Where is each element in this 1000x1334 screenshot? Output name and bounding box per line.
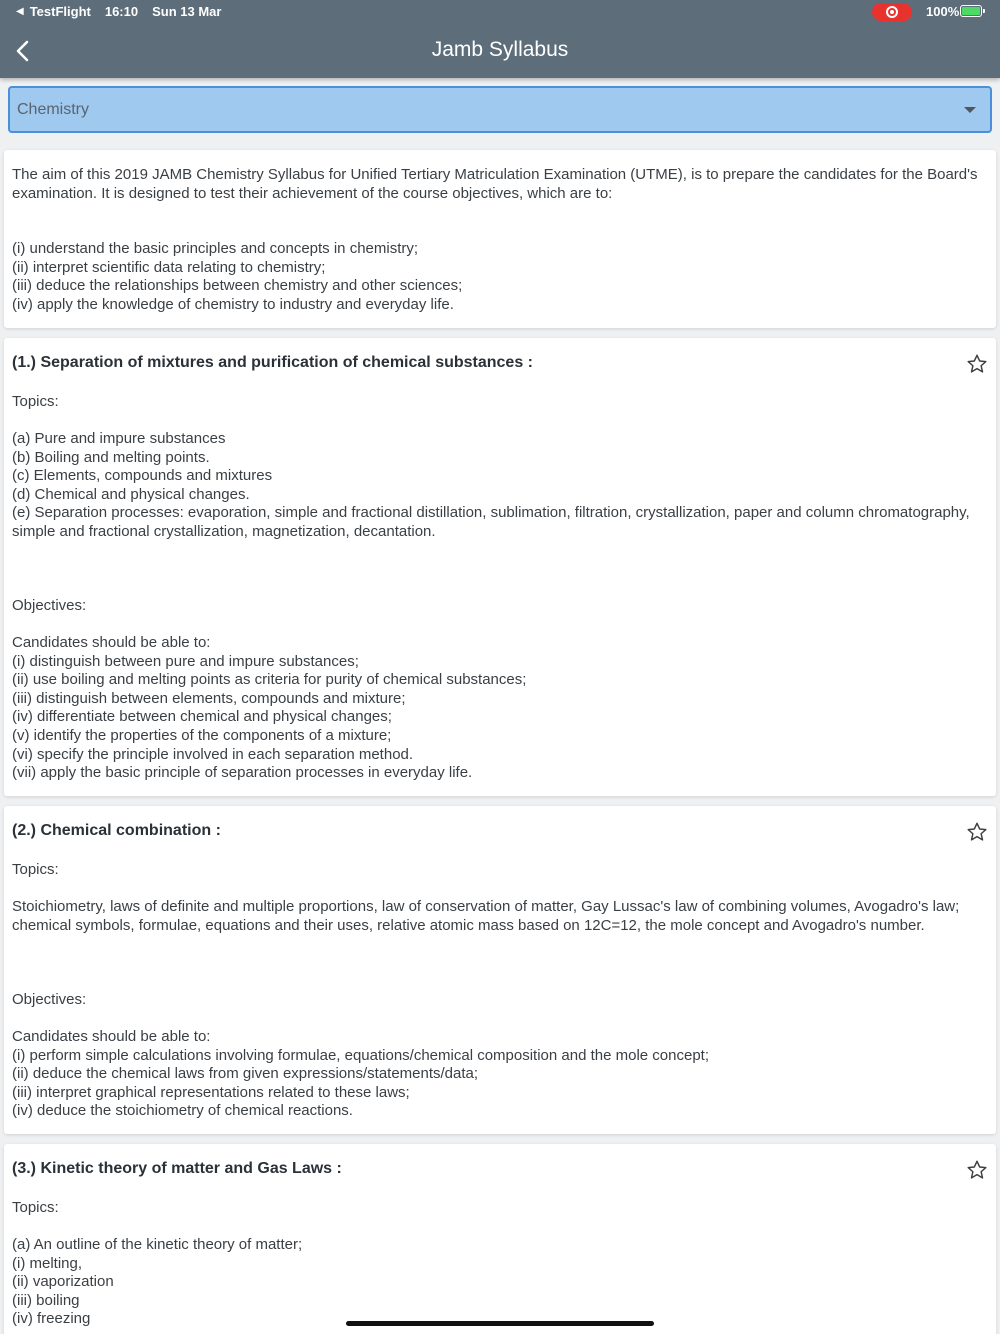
objective-item: (vii) apply the basic principle of separation processes in everyday life. [12, 764, 473, 782]
section-title: (2.) Chemical combination : [12, 822, 221, 839]
star-icon[interactable] [966, 1159, 988, 1181]
objective-item: (i) distinguish between pure and impure substances; [12, 652, 359, 670]
topic-item: (c) Elements, compounds and mixtures [12, 467, 273, 485]
intro-item: (iii) deduce the relationships between chemistry and other sciences; [12, 277, 463, 295]
page-title: Jamb Syllabus [431, 38, 569, 61]
objective-item: (iv) differentiate between chemical and physical changes; [12, 708, 392, 726]
topic-item: (b) Boiling and melting points. [12, 448, 210, 466]
star-icon[interactable] [966, 821, 988, 843]
status-bar [0, 0, 1000, 24]
screen-recording-icon[interactable] [872, 3, 912, 21]
caret-down-icon [964, 107, 976, 113]
intro-paragraph: The aim of this 2019 JAMB Chemistry Syllabus for Unified Tertiary Matriculation Examination (UTME), is to prepare the candidates for the Board's examination. It is designed to test their achievement of the course objectives, which are to: [12, 166, 978, 202]
home-indicator[interactable] [346, 1321, 654, 1326]
objective-item: Candidates should be able to: [12, 634, 211, 651]
section-card [4, 1144, 996, 1334]
topic-item: Stoichiometry, laws of definite and multiple proportions, law of conservation of matter, Gay Lussac's law of combining volumes, Avogadro's law; [12, 898, 960, 915]
subject-selected-value: Chemistry [17, 101, 90, 118]
intro-item: (iv) apply the knowledge of chemistry to industry and everyday life. [12, 295, 454, 313]
intro-item: (ii) interpret scientific data relating to chemistry; [12, 258, 326, 276]
section-card [4, 806, 996, 1134]
topic-item: (a) Pure and impure substances [12, 430, 226, 447]
intro-item: (i) understand the basic principles and concepts in chemistry; [12, 240, 419, 258]
navigation-bar [0, 0, 1000, 78]
section-title: (3.) Kinetic theory of matter and Gas Laws : [12, 1160, 342, 1177]
topic-item: (e) Separation processes: evaporation, simple and fractional distillation, sublimation, filtration, crystallization, paper and column chromatography, [12, 504, 970, 522]
section-card [4, 338, 996, 796]
topic-item: (d) Chemical and physical changes. [12, 485, 250, 503]
back-to-app-icon[interactable]: ◀ [16, 6, 24, 17]
battery-icon [960, 5, 982, 17]
topic-item: (a) An outline of the kinetic theory of matter; [12, 1236, 303, 1253]
topics-label: Topics: [12, 1199, 59, 1216]
topics-label: Topics: [12, 861, 59, 878]
status-date: Sun 13 Mar [152, 4, 222, 19]
objective-item: Candidates should be able to: [12, 1028, 211, 1045]
section-title: (1.) Separation of mixtures and purification of chemical substances : [12, 354, 533, 371]
star-icon[interactable] [966, 353, 988, 375]
objective-item: (ii) use boiling and melting points as criteria for purity of chemical substances; [12, 671, 527, 689]
topic-item: (iii) boiling [12, 1291, 80, 1309]
topic-item: simple and fractional crystallization, magnetization, decantation. [12, 522, 436, 540]
objective-item: (iii) interpret graphical representations related to these laws; [12, 1083, 410, 1101]
back-app-label[interactable]: TestFlight [29, 4, 91, 19]
status-time: 16:10 [104, 4, 139, 19]
topic-item: (iv) freezing [12, 1310, 91, 1328]
objective-item: (iii) distinguish between elements, compounds and mixture; [12, 689, 406, 707]
objective-item: (ii) deduce the chemical laws from given expressions/statements/data; [12, 1065, 479, 1083]
objectives-label: Objectives: [12, 597, 87, 614]
battery-percent: 100% [926, 4, 960, 19]
subject-dropdown[interactable] [8, 86, 992, 133]
objective-item: (iv) deduce the stoichiometry of chemical reactions. [12, 1102, 353, 1120]
objective-item: (vi) specify the principle involved in each separation method. [12, 745, 414, 763]
topic-item: chemical symbols, formulae, equations and their uses, relative atomic mass based on 12C=12, the mole concept and Avogadro's number. [12, 916, 925, 934]
topic-item: (ii) vaporization [12, 1273, 114, 1291]
objective-item: (i) perform simple calculations involving formulae, equations/chemical composition and the mole concept; [12, 1046, 710, 1064]
intro-card [4, 150, 996, 328]
objectives-label: Objectives: [12, 991, 87, 1008]
topic-item: (i) melting, [12, 1254, 83, 1272]
objective-item: (v) identify the properties of the components of a mixture; [12, 726, 392, 744]
topics-label: Topics: [12, 393, 59, 410]
